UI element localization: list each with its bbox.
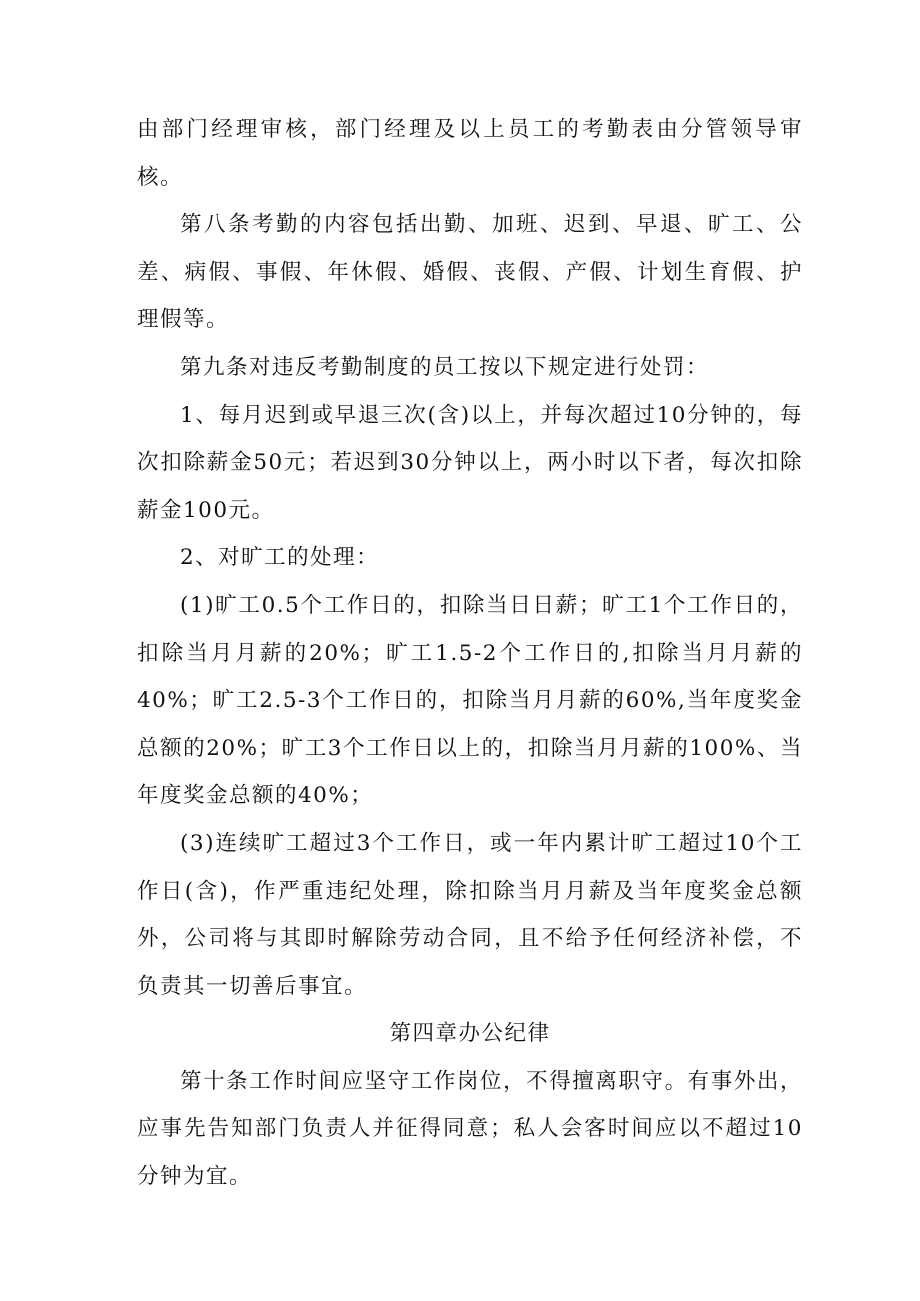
paragraph-rule-2-absence: 2、对旷工的处理：	[180, 545, 380, 571]
chapter-heading: 第四章办公纪律	[389, 1021, 551, 1047]
paragraph-approval: 由部门经理审核，部门经理及以上员工的考勤表由分管领导审核。	[137, 117, 803, 190]
paragraph-article-8: 第八条考勤的内容包括出勤、加班、迟到、早退、旷工、公差、病假、事假、年休假、婚假、丧假、产假、计划生育假、护理假等。	[137, 212, 803, 333]
paragraph-absence-item-1: (1)旷工0.5个工作日的，扣除当日日薪；旷工1个工作日的，扣除当月月薪的20%；旷工1.5-2个工作日的,扣除当月月薪的40%；旷工2.5-3个工作日的，扣除当月月薪的60%,当年度奖金总额的20%；旷工3个工作日以上的，扣除当月月薪的100%、当年度奖金总额的40%；	[137, 592, 803, 809]
paragraph-absence-item-3: (3)连续旷工超过3个工作日，或一年内累计旷工超过10个工作日(含)，作严重违纪处理，除扣除当月月薪及当年度奖金总额外，公司将与其即时解除劳动合同，且不给予任何经济补偿，不负责其一切善后事宜。	[137, 830, 803, 999]
paragraph-rule-1-lateness: 1、每月迟到或早退三次(含)以上，并每次超过10分钟的，每次扣除薪金50元；若迟到30分钟以上，两小时以下者，每次扣除薪金100元。	[137, 402, 803, 523]
paragraph-article-10: 第十条工作时间应坚守工作岗位，不得擅离职守。有事外出，应事先告知部门负责人并征得同意；私人会客时间应以不超过10分钟为宜。	[137, 1068, 803, 1190]
paragraph-article-9: 第九条对违反考勤制度的员工按以下规定进行处罚：	[180, 354, 710, 380]
